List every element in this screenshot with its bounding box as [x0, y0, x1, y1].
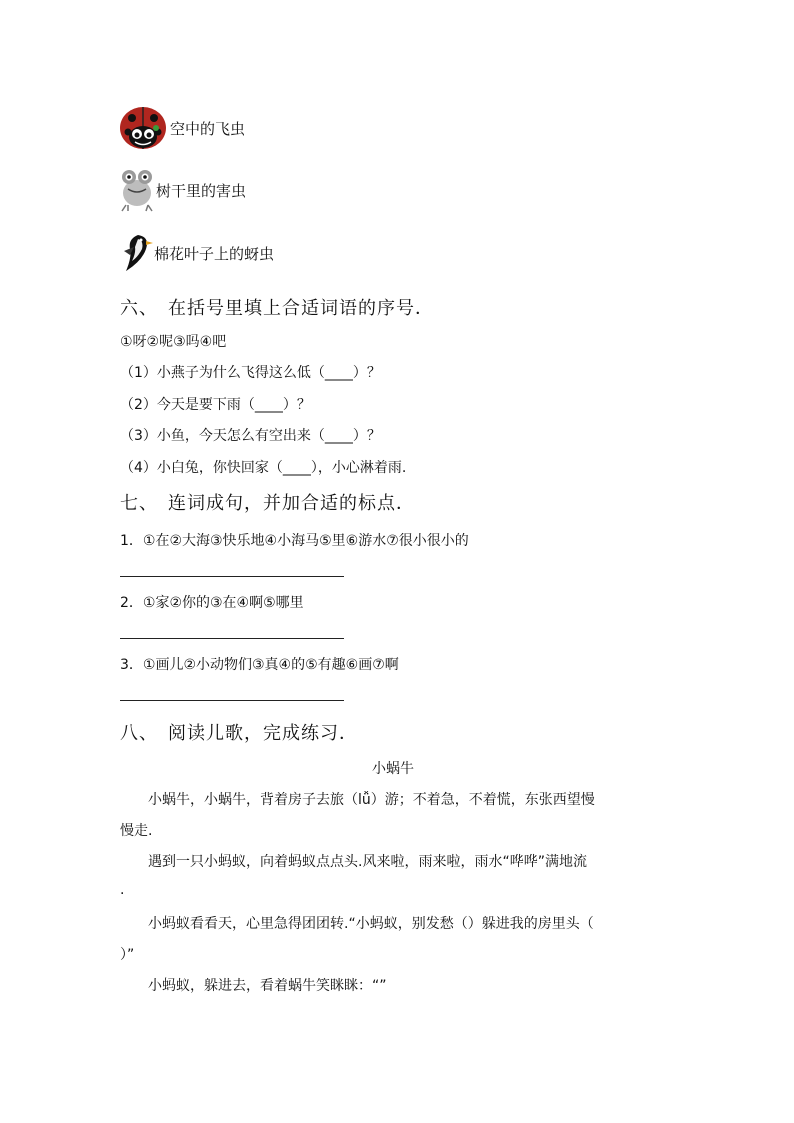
section7-item-1: 1．①在②大海③快乐地④小海马⑤里⑥游水⑦很小很小的 [120, 533, 469, 549]
poem-line-2: 慢走. [120, 823, 153, 839]
bird-icon [120, 231, 154, 273]
section6-item-3: （3）小鱼，今天怎么有空出来（____）？ [120, 428, 381, 444]
animal-label-3: 棉花叶子上的蚜虫 [154, 245, 275, 263]
poem-line-5: 小蚂蚁看看天，心里急得团团转.“小蚂蚁，别发愁（）躲进我的房里头（ [148, 916, 594, 932]
poem-line-1: 小蜗牛，小蜗牛，背着房子去旅（lǚ）游；不着急，不着慌，东张西望慢 [148, 792, 595, 808]
section6-heading: 六、 在括号里填上合适词语的序号． [120, 298, 434, 319]
answer-line-3 [120, 700, 344, 701]
poem-line-4: . [120, 882, 125, 898]
section6-item-2: （2）今天是要下雨（____）？ [120, 397, 311, 413]
poem-line-3: 遇到一只小蚂蚁，向着蚂蚁点点头.风来啦，雨来啦，雨水“哗哗”满地流 [148, 854, 587, 870]
section6-item-1: （1）小燕子为什么飞得这么低（____）？ [120, 365, 381, 381]
answer-line-1 [120, 576, 344, 577]
section8-heading: 八、 阅读儿歌，完成练习． [120, 723, 358, 744]
ladybug-icon [118, 104, 168, 150]
section7-item-3: 3．①画儿②小动物们③真④的⑤有趣⑥画⑦啊 [120, 657, 399, 673]
poem-line-7: 小蚂蚁，躲进去，看着蜗牛笑眯眯：“” [148, 978, 387, 994]
section6-item-4: （4）小白兔，你快回家（____），小心淋着雨. [120, 460, 407, 476]
section7-heading: 七、 连词成句，并加合适的标点． [120, 493, 415, 514]
poem-title: 小蜗牛 [372, 761, 414, 777]
animal-label-1: 空中的飞虫 [170, 120, 246, 138]
frog-icon [118, 167, 156, 213]
section6-options: ①呀②呢③吗④吧 [120, 334, 227, 350]
section7-item-2: 2．①家②你的③在④啊⑤哪里 [120, 595, 304, 611]
animal-label-2: 树干里的害虫 [156, 182, 247, 200]
poem-line-6: ）” [120, 947, 135, 963]
answer-line-2 [120, 638, 344, 639]
